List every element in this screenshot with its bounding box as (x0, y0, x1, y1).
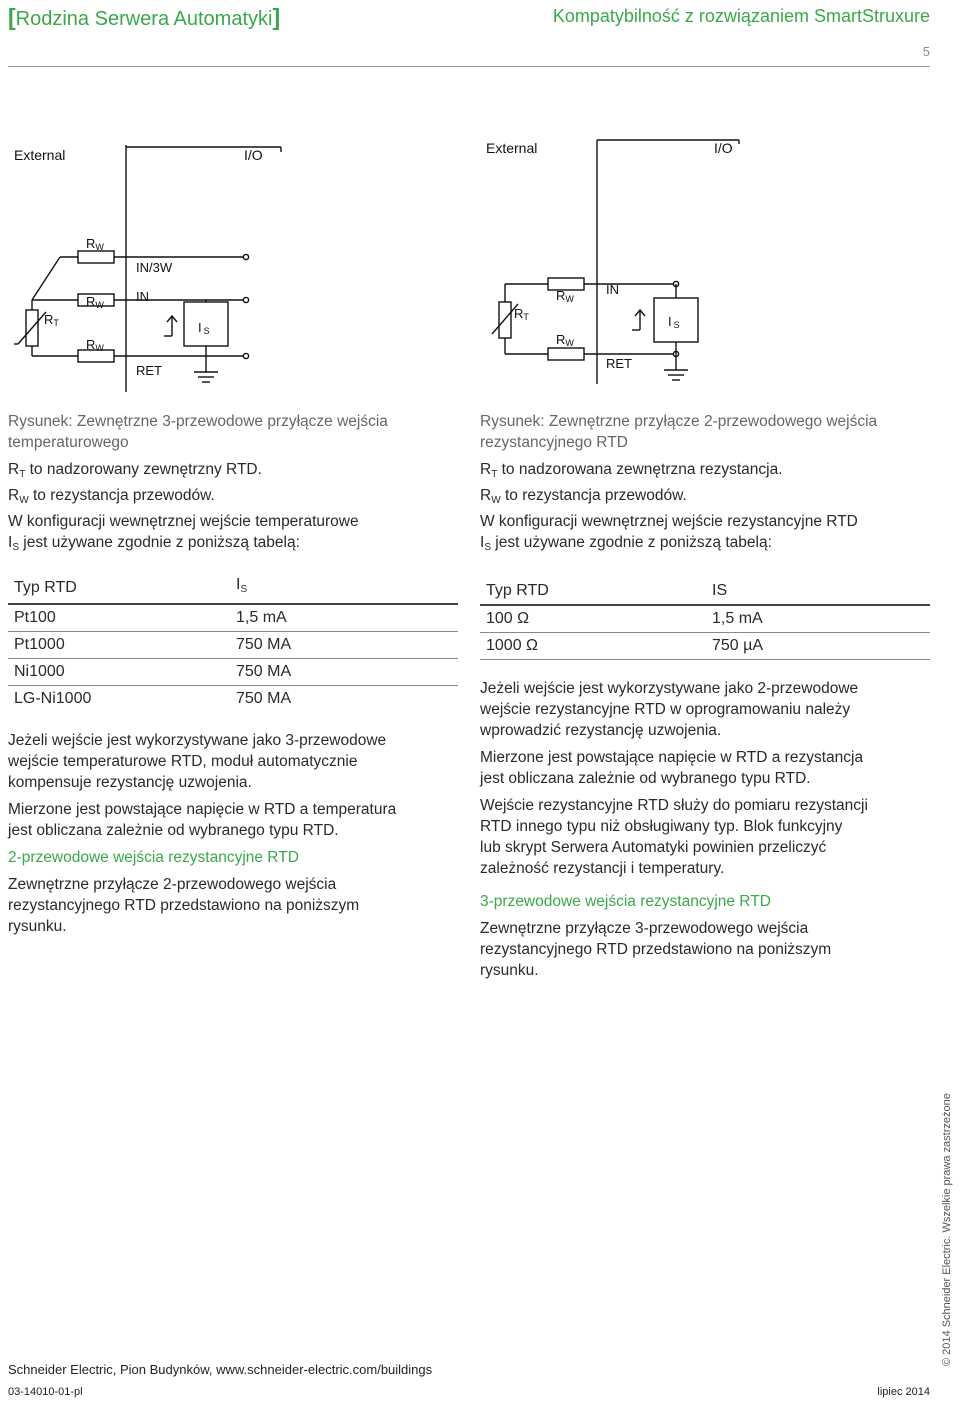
paragraph-measure-2: Mierzone jest powstające napięcie w RTD a rezystancja jest obliczana zależnie od wybranego typu RTD. (480, 749, 864, 787)
section-heading-3wire: 3-przewodowe wejścia rezystancyjne RTD (480, 893, 771, 910)
label-in-2: IN (606, 282, 619, 297)
label-in3w: IN/3W (136, 260, 173, 275)
config-description-2: W konfiguracji wewnętrznej wejście rezystancyjne RTD $I_S$ jest używane zgodnie z poniższą tabelą: (480, 513, 858, 553)
table-row: LG-Ni1000 750 MA (14, 690, 292, 707)
paragraph-2wire: Jeżeli wejście jest wykorzystywane jako 2-przewodowe wejście rezystancyjne RTD w oprogramowaniu należy wprowadzić rezystancję uzwojenia. (480, 680, 859, 739)
paragraph-measure: Mierzone jest powstające napięcie w RTD a temperatura jest obliczana zależnie od wybranego typu RTD. (8, 801, 397, 839)
table-row: 1000 Ω 750 µA (480, 633, 930, 660)
svg-text:RW: RW (556, 332, 574, 348)
label-ret: RET (136, 363, 162, 378)
svg-text:IS: I S (198, 320, 210, 336)
config-description: W konfiguracji wewnętrznej wejście temperaturowe $I_S$ jest używane zgodnie z poniższą tabelą: (8, 513, 359, 553)
left-column (8, 411, 460, 943)
paragraph-resistance: Wejście rezystancyjne RTD służy do pomiaru rezystancji RTD innego typu niż obsługiwany typ. Blok funkcyjny lub skrypt Serwera Automatyki powinien przeliczyć zależność rezystancji i temperatury. (480, 797, 868, 877)
svg-text:RW: RW (86, 236, 104, 252)
figure-caption-2: Rysunek: Zewnętrzne przyłącze 2-przewodowego wejścia rezystancyjnego RTD (480, 413, 878, 451)
label-ret-2: RET (606, 356, 632, 371)
wiring-diagram-3wire (0, 130, 480, 390)
rw-description: $R_W$ to rezystancja przewodów. (8, 487, 215, 506)
resistor-rw-top (78, 251, 114, 263)
figure-caption: Rysunek: Zewnętrzne 3-przewodowe przyłącze wejścia temperaturowego (8, 413, 388, 451)
svg-text:IS: I S (668, 314, 680, 330)
footer-company: Schneider Electric, Pion Budynków, www.schneider-electric.com/buildings (8, 1362, 433, 1377)
copyright-notice: © 2014 Schneider Electric. Wszelkie prawa zastrzeżone (941, 1093, 953, 1366)
resistor-rw-bottom-2 (548, 348, 584, 360)
table-header: Typ RTD $I_S$ (8, 572, 458, 604)
footer-doc-id: 03-14010-01-pl (8, 1386, 83, 1398)
brand-bracket-open: [ (8, 4, 16, 30)
footer-date: lipiec 2014 (877, 1386, 930, 1398)
header-divider (8, 66, 930, 67)
svg-text:RW: RW (556, 288, 574, 304)
label-external: External (14, 147, 66, 163)
rt-description: $R_T$ to nadzorowany zewnętrzny RTD. (8, 461, 262, 480)
table-row: Pt100 1,5 mA (8, 604, 458, 632)
svg-text:RW: RW (86, 294, 104, 310)
resistance-table (480, 578, 930, 660)
svg-text:RW: RW (86, 337, 104, 353)
paragraph-3wire-intro: Zewnętrzne przyłącze 3-przewodowego wejścia rezystancyjnego RTD przedstawiono na poniższym rysunku. (480, 920, 832, 979)
svg-text:RT: RT (44, 312, 59, 328)
svg-text:RT: RT (514, 306, 529, 322)
paragraph-2wire-intro: Zewnętrzne przyłącze 2-przewodowego wejścia rezystancyjnego RTD przedstawiono na poniższym rysunku. (8, 876, 360, 935)
brand-bracket-close: ] (272, 4, 281, 30)
brand-name: Rodzina Serwera Automatyki (15, 8, 273, 30)
section-title: Kompatybilność z rozwiązaniem SmartStruxure (552, 6, 930, 26)
current-source (184, 302, 228, 346)
rt-description-2: $R_T$ to nadzorowana zewnętrzna rezystancja. (480, 461, 783, 480)
label-in: IN (136, 289, 149, 304)
table-row: Pt1000 750 MA (8, 632, 458, 659)
label-io: I/O (244, 147, 263, 163)
label-external-2: External (486, 140, 538, 156)
table-row: 100 Ω 1,5 mA (480, 605, 930, 633)
table-row: Ni1000 750 MA (8, 659, 458, 686)
brand-title (8, 4, 280, 31)
rtd-table (8, 572, 458, 712)
rw-description-2: $R_W$ to rezystancja przewodów. (480, 487, 687, 506)
wiring-diagram-2wire (480, 130, 940, 390)
page-number: 5 (922, 44, 930, 59)
resistor-rw-top-2 (548, 278, 584, 290)
section-heading-2wire: 2-przewodowe wejścia rezystancyjne RTD (8, 849, 299, 866)
paragraph-3wire: Jeżeli wejście jest wykorzystywane jako 3-przewodowe wejście temperaturowe RTD, moduł automatycznie kompensuje rezystancję uzwojenia. (8, 732, 387, 791)
right-column (480, 411, 932, 987)
label-io-2: I/O (714, 140, 733, 156)
table-header: Typ RTD IS (480, 578, 930, 605)
